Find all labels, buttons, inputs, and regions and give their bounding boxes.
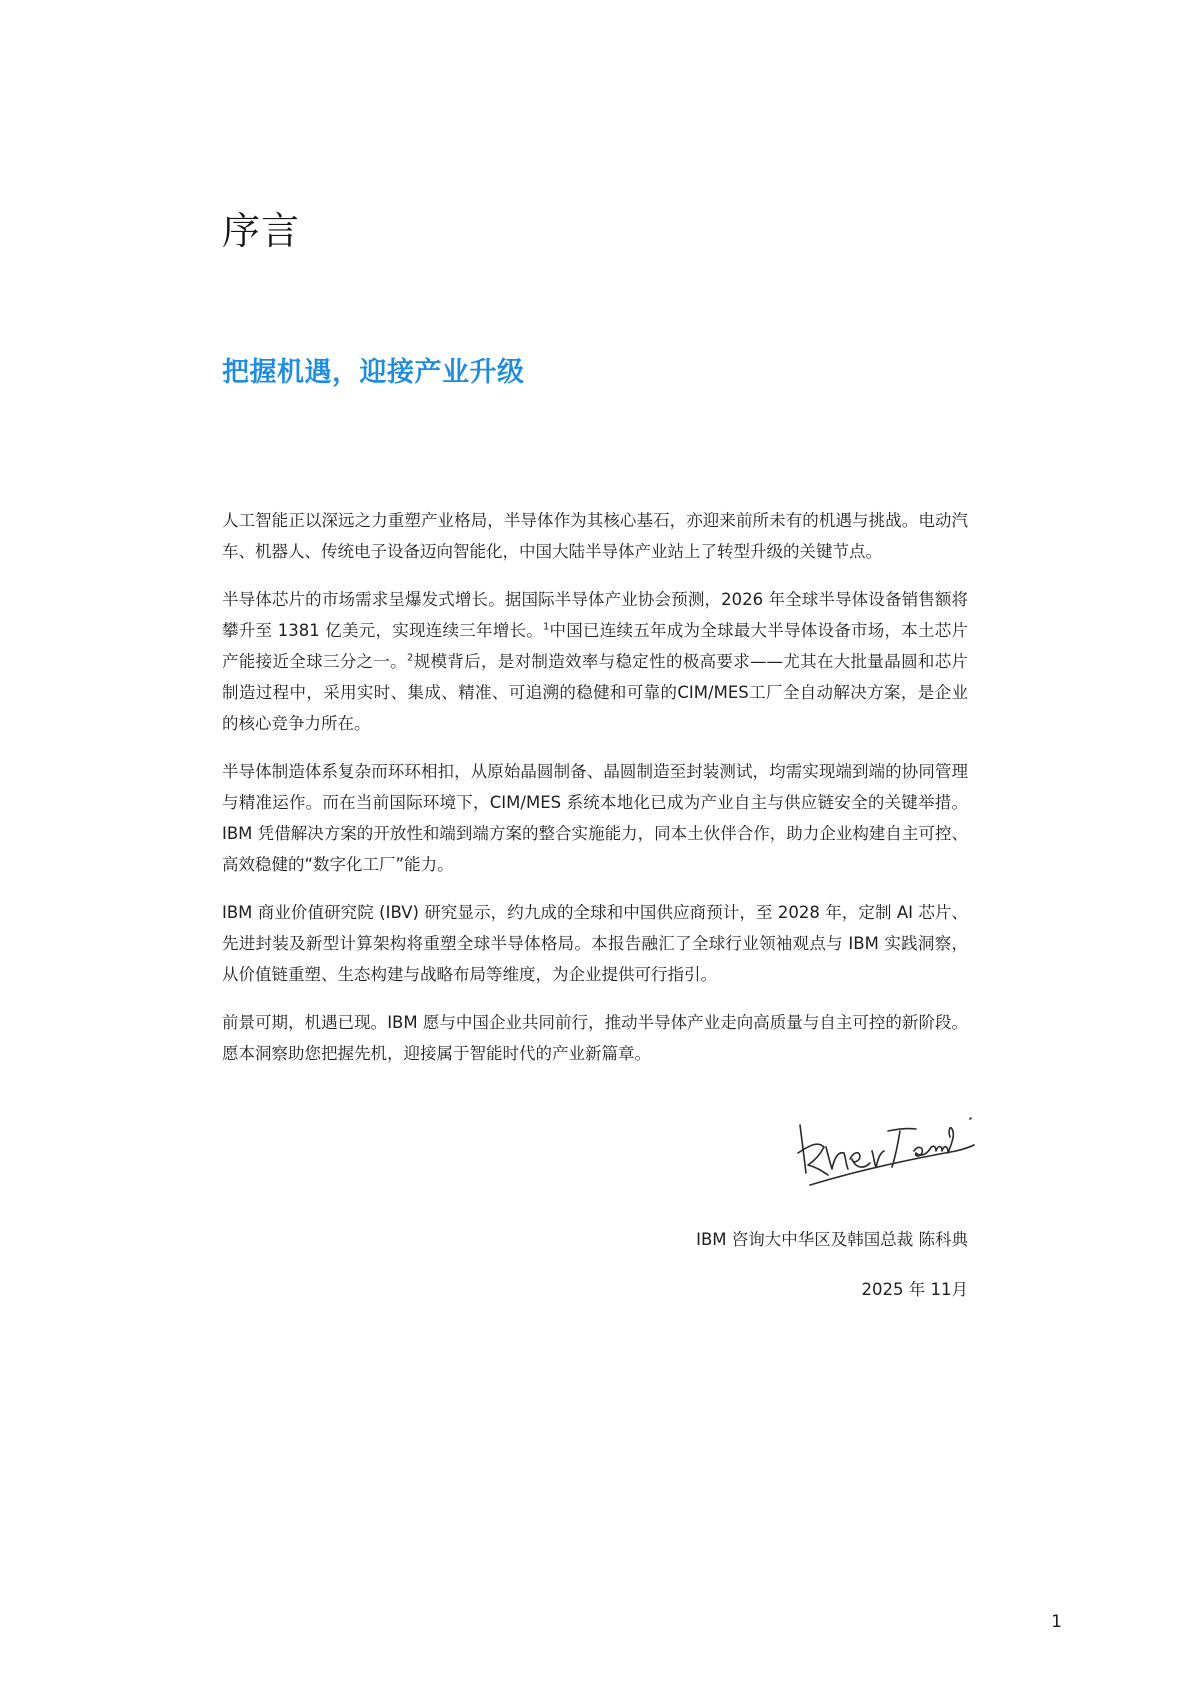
footnote-ref-2[interactable]: 2 <box>407 652 414 664</box>
body-text <box>222 505 968 1086</box>
paragraph-2-part-a: 半导体芯片的市场需求呈爆发式增长。据国际半导体产业协会预测，2026 年全球半导体设备销售额将攀升至 1381 亿美元，实现连续三年增长。 <box>222 590 968 640</box>
paragraph-1: 人工智能正以深远之力重塑产业格局，半导体作为其核心基石，亦迎来前所未有的机遇与挑战。电动汽车、机器人、传统电子设备迈向智能化，中国大陆半导体产业站上了转型升级的关键节点。 <box>222 511 968 561</box>
page-subtitle: 把握机遇，迎接产业升级 <box>222 357 525 388</box>
page-number: 1 <box>1051 1612 1062 1632</box>
paragraph-2-part-b: 中国已连续五年成为全球最大半导体设备市场，本土芯片产能接近全球三分之一。 <box>222 621 968 671</box>
paragraph-2 <box>222 584 968 739</box>
paragraph-2-part-c: 规模背后，是对制造效率与稳定性的极高要求——尤其在大批量晶圆和芯片制造过程中，采用实时、集成、精准、可追溯的稳健和可靠的CIM/MES工厂全自动解决方案，是企业的核心竞争力所在。 <box>222 652 969 733</box>
signer-name: IBM 咨询大中华区及韩国总裁 陈科典 <box>696 1230 968 1249</box>
footnote-ref-1[interactable]: 1 <box>542 621 550 633</box>
signature-date: 2025 年 11月 <box>861 1280 968 1299</box>
page-title: 序言 <box>222 209 301 253</box>
paragraph-3: 半导体制造体系复杂而环环相扣，从原始晶圆制备、晶圆制造至封装测试，均需实现端到端的协同管理与精准运作。而在当前国际环境下，CIM/MES 系统本地化已成为产业自主与供应链安全的关键举措。IBM 凭借解决方案的开放性和端到端方案的整合实施能力，同本土伙伴合作，助力企业构建自主可控、高效稳健的“数字化工厂”能力。 <box>222 762 968 874</box>
paragraph-4: IBM 商业价值研究院 (IBV) 研究显示，约九成的全球和中国供应商预计，至 2028 年，定制 AI 芯片、先进封装及新型计算架构将重塑全球半导体格局。本报告融汇了全球行业领袖观点与 IBM 实践洞察，从价值链重塑、生态构建与战略布局等维度，为企业提供可行指引。 <box>222 903 968 984</box>
signature-image <box>780 1095 980 1205</box>
paragraph-5: 前景可期，机遇已现。IBM 愿与中国企业共同前行，推动半导体产业走向高质量与自主可控的新阶段。愿本洞察助您把握先机，迎接属于智能时代的产业新篇章。 <box>222 1013 968 1063</box>
